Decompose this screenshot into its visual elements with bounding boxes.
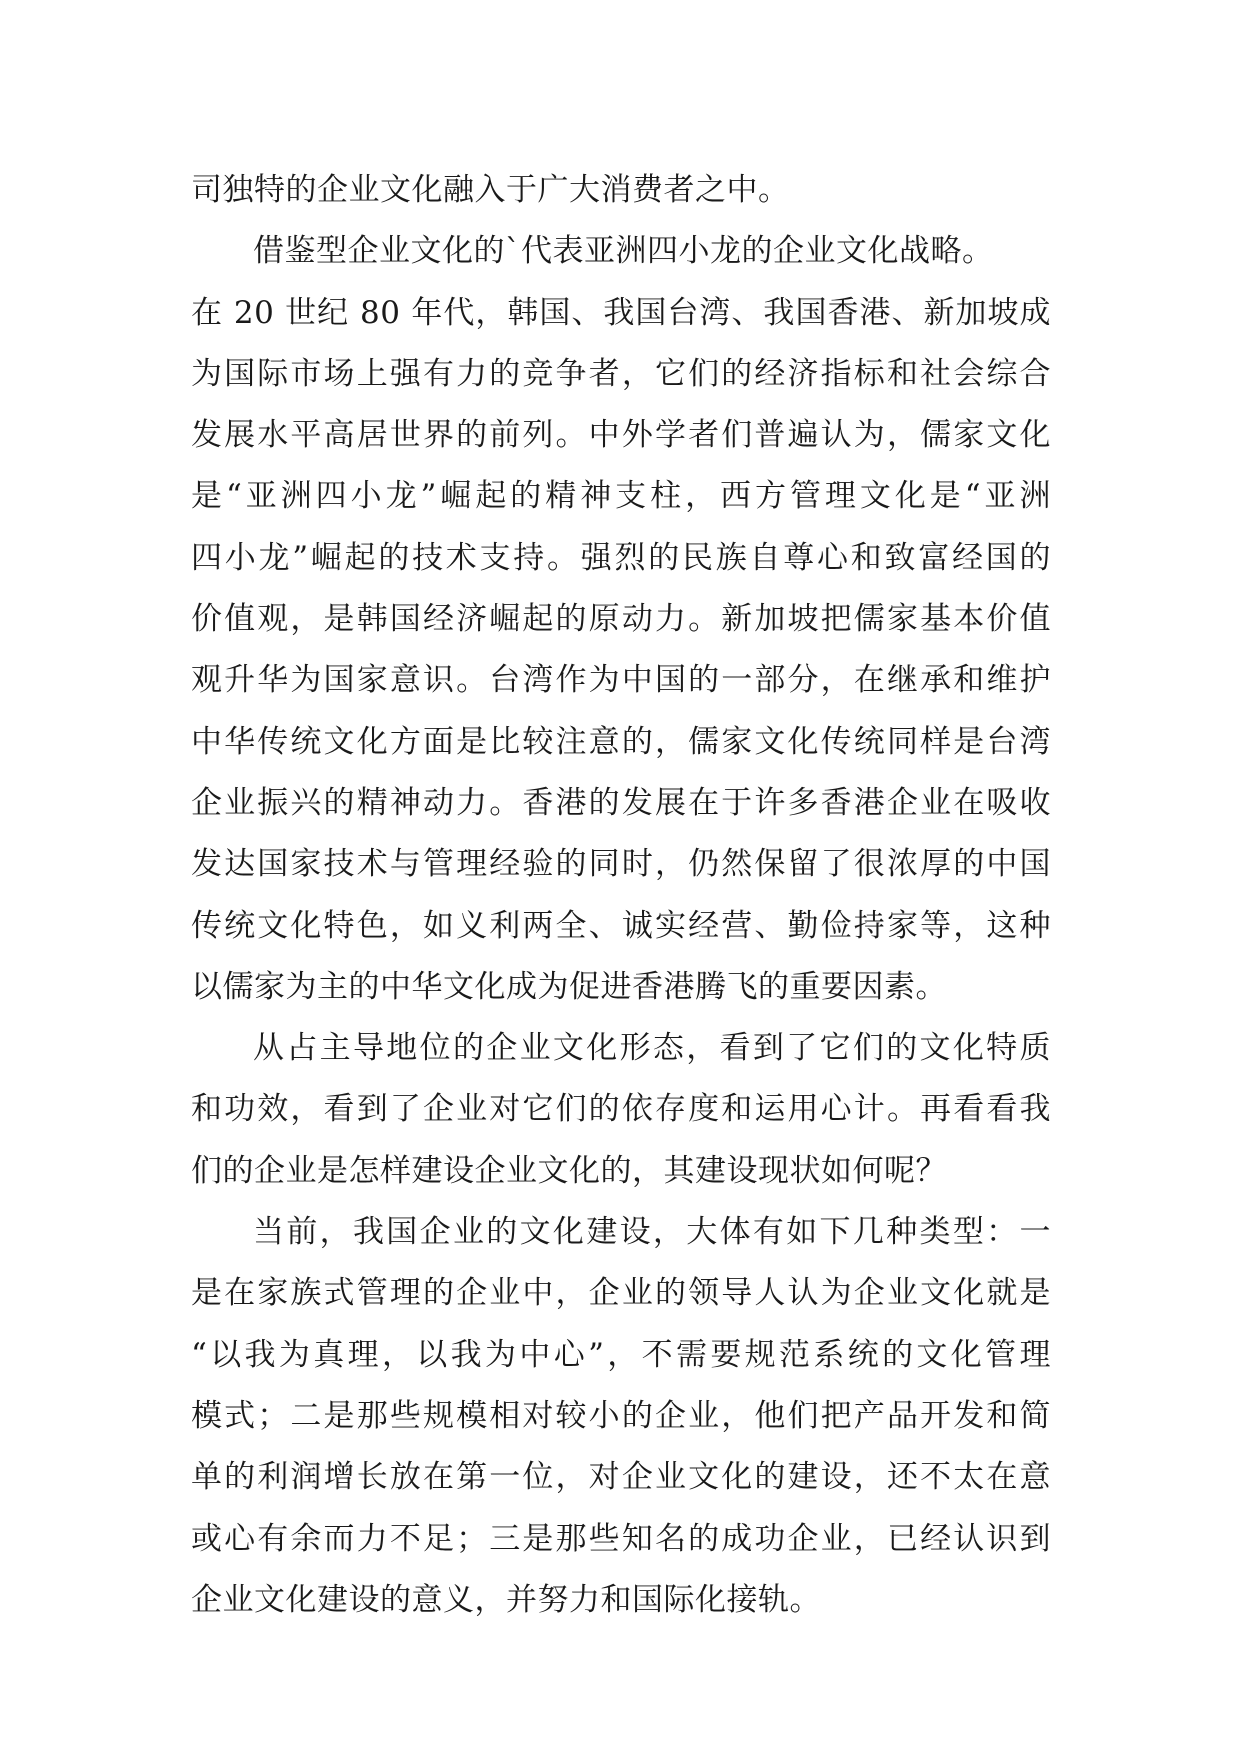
text-line: 和功效，看到了企业对它们的依存度和运用心计。再看看我 bbox=[191, 1091, 1051, 1128]
text-line: 以儒家为主的中华文化成为促进香港腾飞的重要因素。 bbox=[191, 968, 947, 1005]
paragraph-first-line: 从占主导地位的企业文化形态，看到了它们的文化特质 bbox=[253, 1030, 1051, 1067]
text-line: 是在家族式管理的企业中，企业的领导人认为企业文化就是 bbox=[191, 1275, 1051, 1312]
text-line: 是“亚洲四小龙”崛起的精神支柱，西方管理文化是“亚洲 bbox=[191, 478, 1051, 515]
text-line: 价值观，是韩国经济崛起的原动力。新加坡把儒家基本价值 bbox=[191, 601, 1051, 638]
text-line: 发展水平高居世界的前列。中外学者们普遍认为，儒家文化 bbox=[191, 417, 1051, 454]
body-text bbox=[191, 160, 1051, 1631]
paragraph-first-line: 当前，我国企业的文化建设，大体有如下几种类型：一 bbox=[253, 1214, 1051, 1251]
text-line: “以我为真理，以我为中心”，不需要规范系统的文化管理 bbox=[191, 1336, 1051, 1373]
text-line: 司独特的企业文化融入于广大消费者之中。 bbox=[191, 172, 790, 208]
text-line: 四小龙”崛起的技术支持。强烈的民族自尊心和致富经国的 bbox=[191, 539, 1051, 576]
text-line: 发达国家技术与管理经验的同时，仍然保留了很浓厚的中国 bbox=[191, 846, 1051, 883]
text-line: 在 20 世纪 80 年代，韩国、我国台湾、我国香港、新加坡成 bbox=[191, 294, 1051, 331]
paragraph-first-line: 借鉴型企业文化的`代表亚洲四小龙的企业文化战略。 bbox=[253, 233, 994, 270]
text-line: 为国际市场上强有力的竞争者，它们的经济指标和社会综合 bbox=[191, 355, 1051, 392]
text-line: 观升华为国家意识。台湾作为中国的一部分，在继承和维护 bbox=[191, 662, 1051, 699]
text-line: 中华传统文化方面是比较注意的，儒家文化传统同样是台湾 bbox=[191, 723, 1051, 760]
text-line: 企业文化建设的意义，并努力和国际化接轨。 bbox=[191, 1581, 821, 1618]
text-line: 模式；二是那些规模相对较小的企业，他们把产品开发和简 bbox=[191, 1397, 1051, 1434]
text-line: 或心有余而力不足；三是那些知名的成功企业，已经认识到 bbox=[191, 1520, 1051, 1557]
text-line: 单的利润增长放在第一位，对企业文化的建设，还不太在意 bbox=[191, 1459, 1051, 1496]
text-line: 传统文化特色，如义利两全、诚实经营、勤俭持家等，这种 bbox=[191, 907, 1051, 944]
text-line: 们的企业是怎样建设企业文化的，其建设现状如何呢？ bbox=[191, 1152, 947, 1189]
text-line: 企业振兴的精神动力。香港的发展在于许多香港企业在吸收 bbox=[191, 784, 1051, 821]
